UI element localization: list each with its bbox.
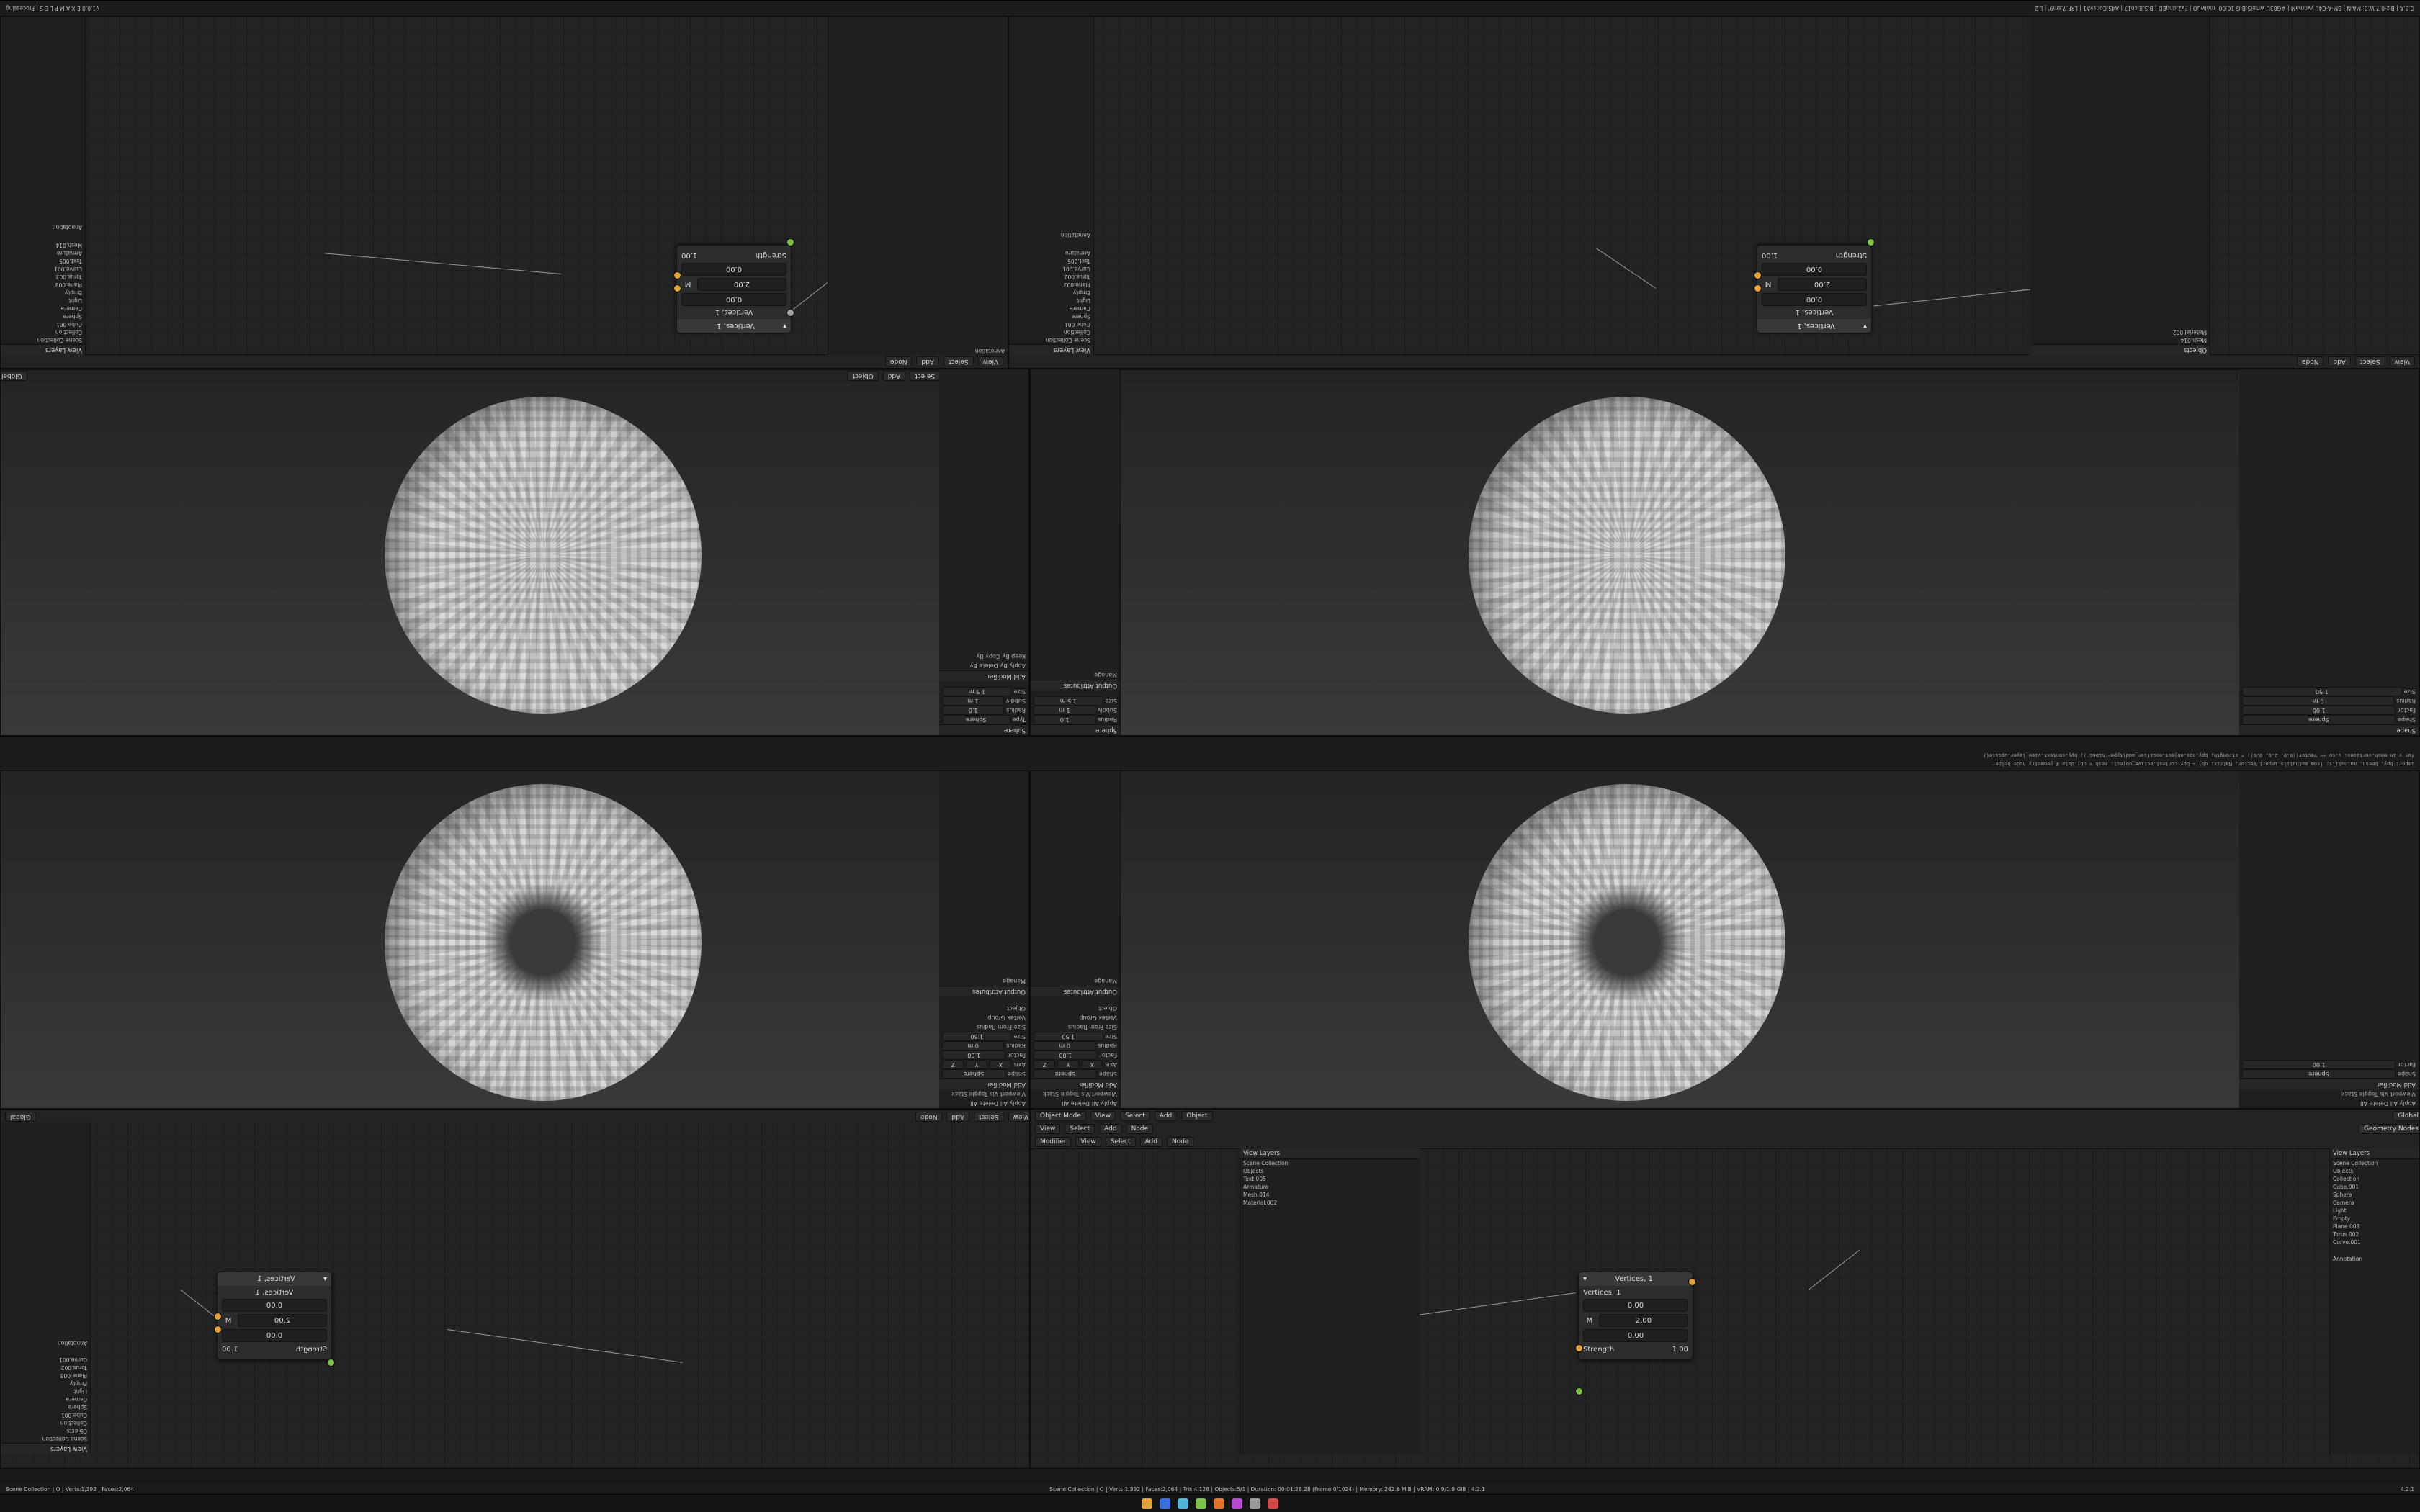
node-menu-node[interactable]: Node	[1126, 1124, 1154, 1134]
status-bar	[0, 1483, 2420, 1495]
prop-value-shape[interactable]: Sphere	[2242, 1069, 2396, 1079]
prop-manage[interactable]: Manage	[1094, 672, 1117, 678]
outliner-row[interactable]: Sphere	[2333, 1192, 2352, 1198]
node-socket-label: Vertices, 1	[1795, 308, 1834, 316]
outliner-row[interactable]: Plane.003	[60, 1372, 87, 1379]
node-canvas-c[interactable]	[1, 1110, 1029, 1468]
node-collapse-icon[interactable]: ▾	[782, 322, 786, 330]
viewport-top-right[interactable]	[1030, 369, 2420, 736]
editor-icon[interactable]	[1196, 1498, 1206, 1509]
prop-value-radius[interactable]: 0 m	[1034, 1041, 1095, 1050]
node-value-0[interactable]: 0.00	[681, 293, 786, 306]
outliner-row[interactable]: Torus.002	[60, 1364, 87, 1371]
node-input-socket[interactable]	[1575, 1387, 1583, 1395]
node-value-0[interactable]: 0.00	[1583, 1299, 1688, 1312]
modifier-panel[interactable]	[939, 770, 1029, 1108]
outliner-panel-b2[interactable]	[2030, 16, 2210, 355]
delete-all-button[interactable]: Delete All	[970, 1100, 998, 1107]
prop-label-factor: Factor	[2398, 1061, 2416, 1068]
outliner-row[interactable]: Armature	[1065, 250, 1090, 256]
status-version: 4.2.1	[2400, 1485, 2414, 1493]
outliner-row[interactable]: Empty	[64, 289, 82, 296]
code-line: import bpy, bmesh, mathutils; from mathutils import Vector, Matrix; obj = bpy.context.active_object; mesh = obj.data # geometry node helper	[1992, 761, 2414, 767]
viewport-menu-select[interactable]: Select	[1120, 1111, 1150, 1121]
prop-keep-by[interactable]: Keep By	[1002, 653, 1026, 660]
outliner-row[interactable]: Mesh.014	[1243, 1192, 1270, 1198]
node-title-bar[interactable]	[218, 1272, 331, 1286]
node-strength-label: Strength	[755, 251, 786, 259]
status-left: Scene Collection | O | Verts:1,392 | Faces:2,064	[6, 1485, 135, 1493]
node-dropdown-label: M	[225, 1316, 232, 1325]
node-menu-select[interactable]: Select	[974, 1112, 1004, 1122]
prop-label-size: Size	[1013, 688, 1026, 695]
node-menu-view[interactable]: View	[978, 356, 1003, 366]
node-title-bar[interactable]	[677, 319, 791, 333]
prop-value-size[interactable]: 1.50	[1034, 1032, 1103, 1041]
outliner-row[interactable]: Empty	[69, 1380, 87, 1387]
node-editor-header-d[interactable]	[1031, 1122, 2420, 1136]
prop-value-factor[interactable]: 1.00	[2242, 706, 2396, 715]
node-title: Vertices, 1	[257, 1275, 295, 1283]
outliner-row[interactable]: Plane.003	[2333, 1223, 2360, 1230]
node-title: Vertices, 1	[1797, 322, 1835, 330]
prop-label-subdiv: Subdiv	[1097, 707, 1117, 714]
prop-value-size[interactable]: 1.5 m	[1034, 696, 1103, 706]
node-output-socket[interactable]	[1754, 271, 1762, 279]
blender-icon[interactable]	[1214, 1498, 1224, 1509]
prop-copy-by[interactable]: Copy By	[976, 653, 1000, 660]
terminal-icon[interactable]	[1160, 1498, 1170, 1509]
properties-section-output[interactable]: Output Attributes	[1031, 680, 1120, 690]
viewport-menu-object[interactable]: Object	[1181, 1111, 1212, 1121]
node-output-socket[interactable]	[214, 1313, 222, 1320]
delete-all-button[interactable]: Delete All	[2360, 1100, 2388, 1107]
viewport-bottom-left[interactable]	[0, 770, 1030, 1109]
node-dropdown-label: M	[1765, 280, 1772, 289]
prop-label-factor: Factor	[1008, 1052, 1026, 1058]
viewport-mode-selector[interactable]: Object Mode	[1035, 1111, 1086, 1121]
outliner-panel-b[interactable]	[1009, 16, 1094, 355]
prop-label-axis: Axis	[1105, 1061, 1117, 1068]
browser-icon[interactable]	[1178, 1498, 1188, 1509]
prop-value-radius[interactable]: 1.0	[1034, 715, 1095, 724]
outliner-row[interactable]: Text.005	[1067, 258, 1090, 264]
outliner-row[interactable]: Torus.002	[2333, 1231, 2360, 1238]
apply-all-button[interactable]: Apply All	[1091, 1100, 1117, 1107]
taskbar[interactable]	[0, 1494, 2420, 1512]
node-body	[218, 1286, 331, 1359]
prop-label-shape: Shape	[1098, 1071, 1117, 1077]
node-value-1[interactable]: 2.00	[697, 278, 786, 291]
node-value-2[interactable]: 0.00	[1583, 1329, 1688, 1342]
sphere-wire-overlay	[385, 397, 702, 714]
node-output-socket[interactable]	[673, 271, 681, 279]
transform-orientation[interactable]: Global	[5, 1112, 36, 1122]
outliner-row[interactable]: Material.002	[2172, 329, 2207, 336]
outliner-row[interactable]: Light	[73, 1388, 87, 1395]
outliner-row[interactable]: Collection	[60, 1420, 87, 1426]
toggle-stack-button[interactable]: Toggle Stack	[2341, 1091, 2378, 1097]
taskbar-dock[interactable]	[1139, 1498, 1281, 1509]
outliner-panel-d2[interactable]	[1240, 1148, 1420, 1454]
outliner-row[interactable]: Cube.001	[1064, 321, 1090, 328]
outliner-row[interactable]: Scene Collection	[42, 1436, 87, 1442]
prop-label-type: Type	[1012, 716, 1026, 723]
node-menu-node[interactable]: Node	[885, 356, 913, 366]
modifier-menu-add[interactable]: Add	[1140, 1137, 1162, 1147]
outliner-row[interactable]: Light	[68, 297, 82, 304]
node-collapse-icon[interactable]: ▾	[1583, 1275, 1587, 1283]
prop-value-factor[interactable]: 1.00	[942, 1050, 1006, 1060]
prop-label-shape: Shape	[2397, 716, 2416, 723]
node-menu-node[interactable]: Node	[915, 1112, 943, 1122]
node-strength-label: Strength	[1583, 1346, 1615, 1354]
outliner-row[interactable]: Torus.002	[55, 274, 82, 280]
node-output-socket[interactable]	[1688, 1278, 1696, 1286]
outliner-row[interactable]: Sphere	[63, 313, 82, 320]
prop-label-radius: Radius	[1098, 716, 1117, 723]
geometry-node-primary[interactable]	[1578, 1272, 1693, 1360]
viewport-menu-object[interactable]: Object	[847, 371, 878, 381]
outliner-title: View Layers	[1240, 1148, 1420, 1159]
settings-icon[interactable]	[1250, 1498, 1260, 1509]
prop-label-shape: Shape	[1007, 1071, 1026, 1077]
outliner-row[interactable]: Camera	[1069, 305, 1090, 312]
node-body	[677, 246, 791, 319]
modifier-menu-select[interactable]: Select	[1106, 1137, 1136, 1147]
node-menu-view[interactable]: View	[1008, 1112, 1030, 1122]
node-output-socket[interactable]	[214, 1326, 222, 1333]
outliner-row[interactable]: Collection	[2333, 1176, 2360, 1182]
manage-button[interactable]: Manage	[1094, 978, 1117, 984]
node-menu-view[interactable]: View	[2390, 356, 2415, 366]
quadrant-bottom-right[interactable]	[1030, 1109, 2420, 1469]
code-line: for v in mesh.vertices: v.co += Vector((0.0, 2.0, 0.0)) * strength; bpy.ops.object.modifier_add(type='NODES'); bpy.context.view_layer.update()	[1983, 752, 2414, 758]
axis-y[interactable]: Y	[1057, 1060, 1079, 1069]
node-input-socket[interactable]	[786, 309, 794, 317]
prop-value-factor[interactable]: 1.00	[2242, 1060, 2396, 1069]
node-menu-add[interactable]: Add	[2328, 356, 2350, 366]
prop-label-size: Size	[1105, 1033, 1117, 1040]
node-output-socket[interactable]	[1754, 284, 1762, 292]
viewport-top-left[interactable]	[0, 369, 1030, 736]
outliner-row[interactable]: Light	[1077, 297, 1090, 304]
node-sidebar-a[interactable]	[828, 16, 1008, 355]
outliner-row[interactable]: Curve.001	[1062, 266, 1090, 272]
node-menu-view[interactable]: View	[1035, 1124, 1060, 1134]
node-input-socket[interactable]	[327, 1359, 335, 1367]
node-socket-label: Vertices, 1	[255, 1289, 294, 1297]
axis-y[interactable]: Y	[966, 1060, 987, 1069]
node-input-socket[interactable]	[786, 238, 794, 246]
prop-label-vertex-group: Vertex Group	[1079, 1014, 1117, 1021]
outliner-row[interactable]: Scene Collection	[2333, 1160, 2378, 1166]
properties-panel-right[interactable]	[1031, 369, 1121, 735]
node-collapse-icon[interactable]: ▾	[1863, 322, 1867, 330]
add-modifier-button[interactable]: Add Modifier	[939, 1079, 1028, 1089]
outliner-row[interactable]: Scene Collection	[1045, 337, 1090, 343]
outliner-row[interactable]: Plane.003	[55, 282, 82, 288]
geometry-node[interactable]	[1757, 245, 1872, 333]
node-menu-select[interactable]: Select	[1065, 1124, 1095, 1134]
viewport-menu-select[interactable]: Select	[910, 371, 940, 381]
output-attributes-section[interactable]: Output Attributes	[1031, 986, 1120, 996]
prop-value-shape[interactable]: Sphere	[942, 1069, 1005, 1079]
prop-value-shape[interactable]: Sphere	[1034, 1069, 1097, 1079]
sphere-wire-overlay	[1469, 397, 1785, 714]
viewport-vis-button[interactable]: Viewport Vis	[2380, 1091, 2416, 1097]
modifier-menu[interactable]: Modifier	[1035, 1137, 1071, 1147]
transform-orientation[interactable]: Global	[2393, 1111, 2420, 1121]
text-editor-strip[interactable]	[0, 736, 2420, 772]
outliner-row[interactable]: Objects	[2333, 1168, 2354, 1174]
axis-z[interactable]: Z	[942, 1060, 964, 1069]
prop-apply-by[interactable]: Apply By	[1000, 662, 1026, 669]
prop-value-type[interactable]: Sphere	[942, 715, 1010, 724]
outliner-row[interactable]: Scene Collection	[37, 337, 82, 343]
outliner-row[interactable]: Sphere	[1071, 313, 1090, 320]
prop-label-axis: Axis	[1013, 1061, 1026, 1068]
properties-panel-mid[interactable]	[2239, 369, 2419, 735]
annotation-row[interactable]: Annotation	[52, 224, 82, 230]
geometry-node[interactable]	[676, 245, 792, 333]
modifier-panel-right[interactable]	[1031, 770, 1121, 1108]
new-node-tree-button[interactable]: Geometry Nodes	[2359, 1124, 2420, 1134]
toggle-stack-button[interactable]: Toggle Stack	[1042, 1091, 1080, 1097]
node-strength-label: Strength	[295, 1346, 327, 1354]
node-value-2[interactable]: 0.00	[681, 263, 786, 276]
prop-label-size: Size	[1105, 698, 1117, 704]
prop-label-radius: Radius	[2396, 698, 2416, 704]
toggle-stack-button[interactable]: Toggle Stack	[951, 1091, 988, 1097]
outliner-panel-c[interactable]	[1, 1122, 91, 1454]
node-strength-value[interactable]: 1.00	[1762, 251, 1778, 259]
outliner-panel-d[interactable]	[2329, 1148, 2419, 1454]
node-value-1[interactable]: 2.00	[238, 1314, 327, 1327]
outliner-row[interactable]: Text.005	[59, 258, 82, 264]
node-title: Vertices, 1	[1615, 1275, 1653, 1283]
prop-label-subdiv: Subdiv	[1005, 698, 1026, 704]
node-value-0[interactable]: 0.00	[1762, 293, 1867, 306]
node-strength-label: Strength	[1835, 251, 1867, 259]
node-value-0[interactable]: 0.00	[222, 1299, 327, 1312]
outliner-row[interactable]: Camera	[66, 1396, 87, 1403]
node-value-2[interactable]: 0.00	[1762, 263, 1867, 276]
add-modifier-button[interactable]: Add Modifier	[1031, 1079, 1120, 1089]
prop-value-size[interactable]: 1.50	[942, 1032, 1012, 1041]
outliner-title: View Layers	[2330, 1148, 2419, 1159]
manage-button[interactable]: Manage	[1003, 978, 1026, 984]
prop-label-vertex-group: Vertex Group	[987, 1014, 1026, 1021]
top-system-bar[interactable]	[0, 0, 2420, 17]
node-body	[1757, 246, 1871, 319]
outliner-row[interactable]: Cube.001	[55, 321, 82, 328]
outliner-title: View Layers	[1009, 344, 1093, 355]
quadrant-top-left[interactable]	[0, 16, 1008, 369]
properties-section-object: Sphere	[1031, 724, 1120, 735]
outliner-row[interactable]: Collection	[55, 329, 82, 336]
outliner-row[interactable]: Mesh.014	[55, 242, 82, 248]
prop-label-shape: Shape	[2397, 1071, 2416, 1077]
node-value-1[interactable]: 2.00	[1599, 1314, 1688, 1327]
node-menu-add[interactable]: Add	[916, 356, 938, 366]
prop-label-size: Size	[2403, 688, 2416, 695]
axis-z[interactable]: Z	[1034, 1060, 1055, 1069]
outliner-row[interactable]: Armature	[56, 250, 82, 256]
outliner-row[interactable]: Text.005	[1243, 1176, 1266, 1182]
properties-section-add-modifier[interactable]: Add Modifier	[939, 670, 1028, 681]
modifier-header-d[interactable]	[1031, 1135, 2420, 1149]
modifier-menu-view[interactable]: View	[1075, 1137, 1101, 1147]
torus-hole	[485, 885, 601, 1000]
node-input-socket[interactable]	[1867, 238, 1875, 246]
prop-label-radius: Radius	[1006, 1043, 1026, 1049]
viewport-vis-button[interactable]: Viewport Vis	[990, 1091, 1026, 1097]
output-attributes-section[interactable]: Output Attributes	[939, 986, 1028, 996]
sidebar-row[interactable]: Annotation	[974, 348, 1005, 354]
outliner-row[interactable]: Empty	[2333, 1215, 2351, 1222]
properties-section-modifier: Shape	[2239, 724, 2419, 735]
prop-value-subdiv[interactable]: 1 m	[942, 696, 1004, 706]
modifier-menu-node[interactable]: Node	[1167, 1137, 1194, 1147]
prop-value-subdiv[interactable]: 1 m	[1034, 706, 1095, 715]
node-menu-add[interactable]: Add	[946, 1112, 969, 1122]
add-modifier-button[interactable]: Add Modifier	[2239, 1079, 2419, 1089]
node-output-socket[interactable]	[673, 284, 681, 292]
prop-label-size: Size	[1013, 1033, 1026, 1040]
prop-label-radius: Radius	[1006, 707, 1026, 714]
prop-label-factor: Factor	[2398, 707, 2416, 714]
modifier-panel-mid[interactable]	[2239, 770, 2419, 1108]
node-expand-icon[interactable]: ▾	[323, 1275, 327, 1283]
viewport-menu-add[interactable]: Add	[1155, 1111, 1177, 1121]
prop-label-object: Object	[1098, 1005, 1117, 1012]
viewport-menu-add[interactable]: Add	[883, 371, 905, 381]
apply-all-button[interactable]: Apply All	[2390, 1100, 2416, 1107]
quadrant-top-right[interactable]	[1008, 16, 2420, 369]
node-menu-select[interactable]: Select	[944, 356, 974, 366]
viewport-header-d[interactable]	[1031, 1110, 2420, 1123]
quadrant-bottom-left[interactable]	[0, 1109, 1030, 1469]
viewport-menu-view[interactable]: View	[1090, 1111, 1116, 1121]
size-from-radius-checkbox[interactable]: Size From Radius	[1067, 1024, 1117, 1030]
outliner-row[interactable]: Torus.002	[1064, 274, 1090, 280]
files-icon[interactable]	[1142, 1498, 1152, 1509]
prop-value-radius[interactable]: 1.0	[942, 706, 1004, 715]
node-socket-label: Vertices, 1	[714, 308, 753, 316]
calculator-icon[interactable]	[1268, 1498, 1278, 1509]
node-strength-value[interactable]: 1.00	[681, 251, 698, 259]
node-value-1[interactable]: 2.00	[1778, 278, 1867, 291]
outliner-row[interactable]: Cube.001	[2333, 1184, 2360, 1190]
top-left-status: C.5.A | Blz-0.7.W.0: MAIN | BM-A-C4L yvnmaM | #G83U wrtelS:B.G 10:00: malwuO | Fv2.dnqED | B.S.8.cn17 | A4S,ConsvA1 | LRF,7.sm9' | L.2	[2034, 5, 2414, 12]
outliner-row[interactable]: Curve.001	[54, 266, 82, 272]
prop-label-radius: Radius	[1098, 1043, 1117, 1049]
outliner-row[interactable]: Curve.001	[59, 1356, 87, 1363]
node-value-2[interactable]: 0.00	[222, 1329, 327, 1342]
prop-value-size[interactable]: 1.50	[2242, 687, 2402, 696]
prop-value-radius[interactable]: 0 m	[942, 1041, 1004, 1050]
node-editor-header-c[interactable]	[1, 1110, 1030, 1123]
node-dropdown-label: M	[684, 280, 691, 289]
outliner-row[interactable]: Mesh.014	[2180, 337, 2207, 343]
torus-hole	[1569, 885, 1685, 1000]
outliner-row[interactable]: Cube.001	[60, 1412, 87, 1418]
node-title: Vertices, 1	[717, 322, 755, 330]
node-editor-header-b[interactable]	[1008, 354, 2419, 368]
viewport-header[interactable]	[1030, 369, 2419, 382]
apply-all-button[interactable]: Apply All	[1000, 1100, 1026, 1107]
node-title-bar[interactable]	[1757, 319, 1871, 333]
outliner-row[interactable]: Objects	[1243, 1168, 1264, 1174]
node-input-socket[interactable]	[1575, 1344, 1583, 1352]
outliner-title: Objects	[2030, 344, 2210, 355]
outliner-row[interactable]: Sphere	[68, 1404, 87, 1410]
node-socket-label: Vertices, 1	[1583, 1289, 1621, 1297]
annotation-row[interactable]: Annotation	[57, 1340, 87, 1346]
viewport-vis-button[interactable]: Viewport Vis	[1081, 1091, 1117, 1097]
viewport-bottom-right[interactable]	[1030, 770, 2420, 1109]
axis-x[interactable]: X	[990, 1060, 1011, 1069]
outliner-row[interactable]: Objects	[66, 1428, 87, 1434]
transform-orientation[interactable]: Global	[0, 371, 27, 381]
outliner-row[interactable]: Camera	[2333, 1200, 2354, 1206]
annotation-row[interactable]: Annotation	[1060, 232, 1090, 238]
prop-value-factor[interactable]: 1.00	[1034, 1050, 1098, 1060]
node-menu-select[interactable]: Select	[2355, 356, 2385, 366]
prop-delete-by[interactable]: Delete By	[969, 662, 998, 669]
outliner-row[interactable]: Curve.001	[2333, 1239, 2361, 1246]
geometry-node[interactable]	[217, 1272, 332, 1360]
prop-value-radius[interactable]: 0 m	[2242, 696, 2394, 706]
node-strength-value[interactable]: 1.00	[222, 1346, 238, 1354]
node-editor-header-a[interactable]	[0, 354, 1008, 368]
node-title-bar[interactable]	[1579, 1272, 1693, 1286]
delete-all-button[interactable]: Delete All	[1062, 1100, 1090, 1107]
node-menu-add[interactable]: Add	[1099, 1124, 1121, 1134]
size-from-radius-checkbox[interactable]: Size From Radius	[976, 1024, 1026, 1030]
outliner-row[interactable]: Empty	[1072, 289, 1090, 296]
prop-label-object: Object	[1006, 1005, 1026, 1012]
outliner-row[interactable]: Scene Collection	[1243, 1160, 1289, 1166]
prop-value-shape[interactable]: Sphere	[2242, 715, 2396, 724]
properties-panel[interactable]	[939, 369, 1029, 735]
outliner-title: View Layers	[1, 344, 85, 355]
status-scene: Scene Collection | O | Verts:1,392 | Faces:2,064 | Tris:4,128 | Objects:5/1 | Duration: 00:01:28.28 (Frame 0/1024) | Memory: 262.6 MiB | VRAM: 0.9/1.9 GiB | 4.2.1	[1049, 1485, 1485, 1493]
outliner-row[interactable]: Armature	[1243, 1184, 1269, 1190]
outliner-row[interactable]: Plane.003	[1063, 282, 1090, 288]
top-right-status: v1.0.0 E X A M P L E S | Processing	[6, 5, 99, 12]
node-body	[1579, 1286, 1693, 1359]
annotation-row[interactable]: Annotation	[2333, 1256, 2363, 1262]
outliner-row[interactable]: Light	[2333, 1207, 2347, 1214]
node-dropdown-label: M	[1586, 1316, 1593, 1325]
outliner-row[interactable]: Camera	[60, 305, 82, 312]
properties-section-object: Sphere	[939, 724, 1028, 735]
media-icon[interactable]	[1232, 1498, 1242, 1509]
node-menu-node[interactable]: Node	[2297, 356, 2324, 366]
viewport-header[interactable]	[0, 369, 1029, 382]
prop-label-factor: Factor	[1099, 1052, 1117, 1058]
prop-value-size[interactable]: 1.5 m	[942, 687, 1012, 696]
outliner-title: View Layers	[1, 1443, 90, 1454]
outliner-row[interactable]: Material.002	[1243, 1200, 1278, 1206]
outliner-panel-a[interactable]	[1, 16, 86, 355]
axis-x[interactable]: X	[1081, 1060, 1103, 1069]
outliner-row[interactable]: Collection	[1063, 329, 1090, 336]
node-strength-value[interactable]: 1.00	[1672, 1346, 1688, 1354]
